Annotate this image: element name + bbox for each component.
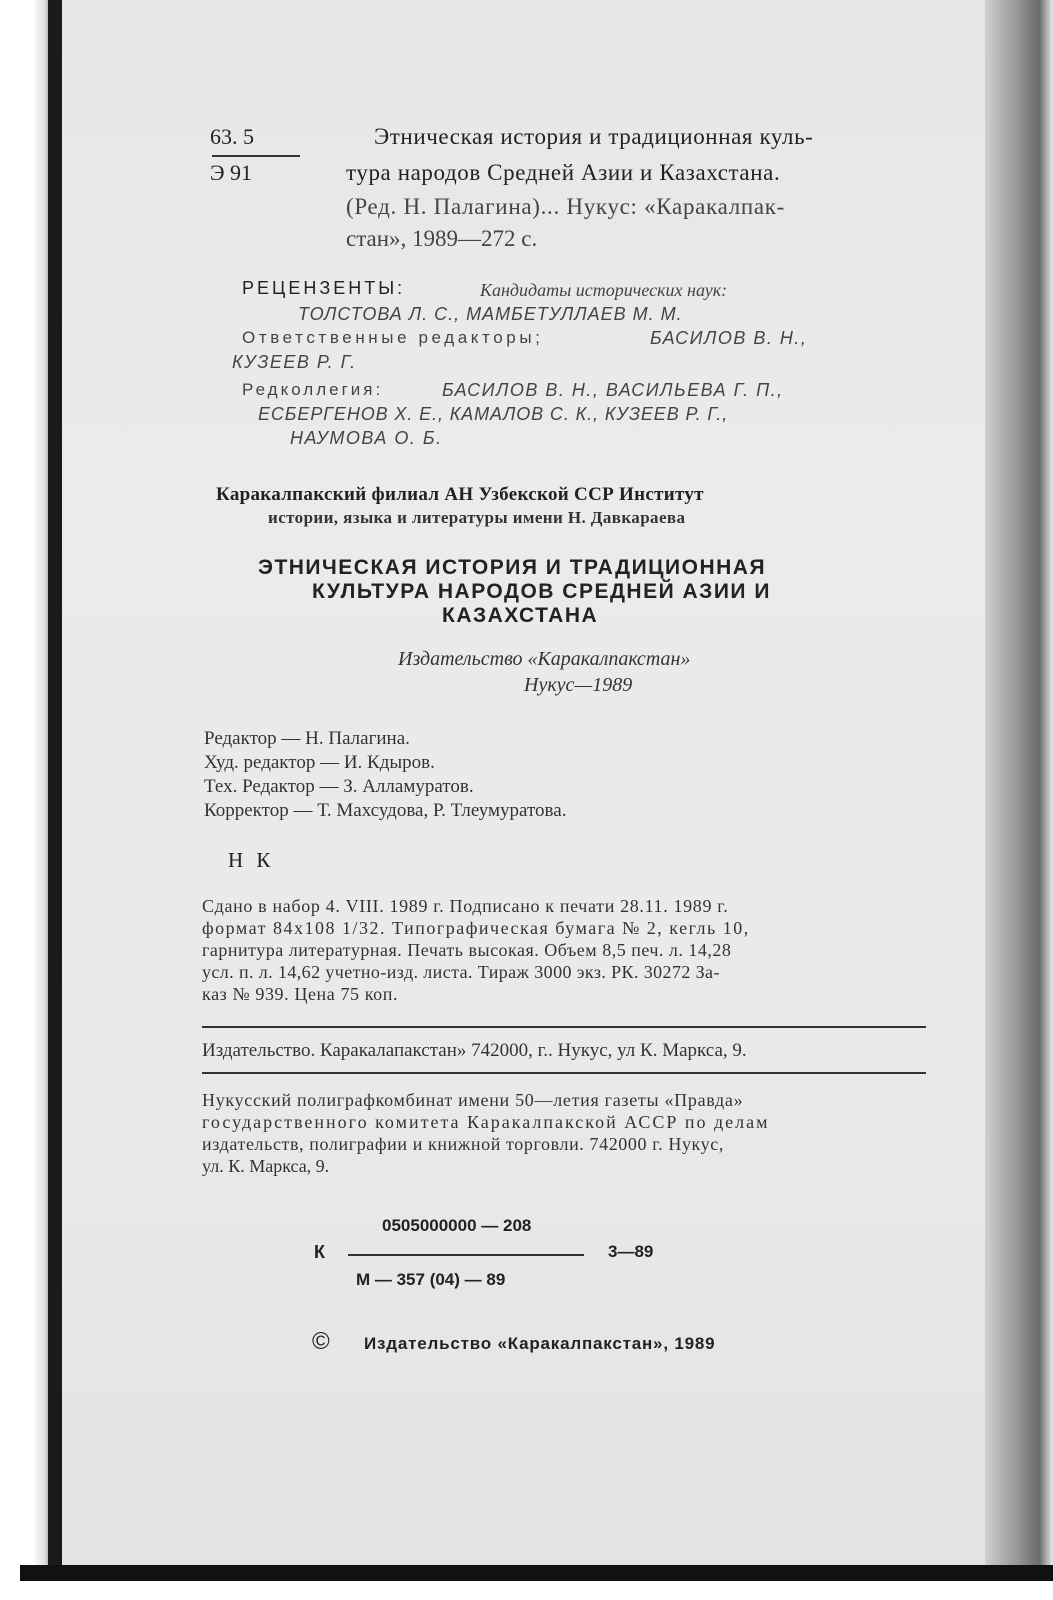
bib-line: стан», 1989—272 с. [346, 226, 538, 251]
bib-line: тура народов Средней Азии и Казахстана. [346, 160, 781, 185]
credit-line: Худ. редактор — И. Кдыров. [204, 752, 435, 773]
reviewers-label: РЕЦЕНЗЕНТЫ: [242, 278, 406, 298]
class-code-top: 63. 5 [210, 124, 254, 149]
printer-line: ул. К. Маркса, 9. [202, 1156, 330, 1176]
print-info-line: формат 84х108 1/32. Типографическая бумага № 2, кегль 10, [202, 918, 750, 938]
bib-line: (Ред. Н. Палагина)... Нукус: «Каракалпак- [346, 194, 786, 219]
credit-line: Редактор — Н. Палагина. [204, 728, 410, 749]
print-info-line: усл. п. л. 14,62 учетно-изд. листа. Тираж 3000 экз. РК. 30272 За- [202, 962, 720, 982]
publisher-city-year: Нукус—1989 [524, 674, 633, 696]
code-k: К [314, 1242, 325, 1262]
main-title-line: КАЗАХСТАНА [442, 604, 599, 627]
copyright-icon: © [312, 1328, 330, 1355]
institution-line: Каракалпакский филиал АН Узбекской ССР Институт [216, 484, 704, 505]
reviewers-names: ТОЛСТОВА Л. С., МАМБЕТУЛЛАЕВ М. М. [298, 304, 683, 324]
code-right: 3—89 [608, 1242, 654, 1261]
main-title-line: ЭТНИЧЕСКАЯ ИСТОРИЯ И ТРАДИЦИОННАЯ [258, 556, 767, 579]
bottom-shadow [20, 1565, 1053, 1581]
board-names: БАСИЛОВ В. Н., ВАСИЛЬЕВА Г. П., [442, 380, 784, 400]
divider [202, 1072, 926, 1074]
bib-line: Этническая история и традиционная куль- [374, 124, 814, 149]
code-numerator: 0505000000 — 208 [382, 1216, 532, 1235]
book-spine-shadow [48, 0, 62, 1600]
print-info-line: гарнитура литературная. Печать высокая. Объем 8,5 печ. л. 14,28 [202, 940, 732, 960]
print-info-line: каз № 939. Цена 75 коп. [202, 984, 399, 1004]
page-edge-shadow [985, 0, 1053, 1600]
credit-line: Корректор — Т. Махсудова, Р. Тлеумуратова. [204, 800, 567, 821]
main-title-line: КУЛЬТУРА НАРОДОВ СРЕДНЕЙ АЗИИ И [312, 580, 771, 603]
publisher-name: Издательство «Каракалпакстан» [398, 648, 691, 670]
printer-line: издательств, полиграфии и книжной торговли. 742000 г. Нукус, [202, 1134, 724, 1154]
code-fraction-bar [348, 1254, 584, 1256]
publisher-address: Издательство. Каракалапакстан» 742000, г.. Нукус, ул К. Маркса, 9. [202, 1040, 747, 1061]
editors-names: КУЗЕЕВ Р. Г. [232, 352, 357, 372]
credit-line: Тех. Редактор — З. Алламуратов. [204, 776, 474, 797]
code-denominator: М — 357 (04) — 89 [356, 1270, 506, 1289]
divider [202, 1026, 926, 1028]
editors-names: БАСИЛОВ В. Н., [650, 328, 808, 348]
bottom-margin [0, 1581, 1053, 1600]
print-info-line: Сдано в набор 4. VIII. 1989 г. Подписано к печати 28.11. 1989 г. [202, 896, 729, 916]
printer-line: государственного комитета Каракалпакской АССР по делам [202, 1112, 770, 1132]
copyright-text: Издательство «Каракалпакстан», 1989 [364, 1334, 716, 1353]
board-label: Редколлегия: [242, 380, 384, 399]
class-code-divider [212, 155, 300, 157]
board-names: НАУМОВА О. Б. [290, 428, 443, 448]
board-names: ЕСБЕРГЕНОВ Х. Е., КАМАЛОВ С. К., КУЗЕЕВ Р. Г., [258, 404, 729, 424]
nk-mark: Н К [228, 848, 275, 872]
editors-label: Ответственные редакторы; [242, 328, 544, 347]
reviewers-rank: Кандидаты исторических наук: [480, 280, 728, 300]
printer-line: Нукусский полиграфкомбинат имени 50—летия газеты «Правда» [202, 1090, 744, 1110]
institution-line: истории, языка и литературы имени Н. Давкараева [268, 508, 686, 527]
class-code-bottom: Э 91 [210, 160, 253, 185]
